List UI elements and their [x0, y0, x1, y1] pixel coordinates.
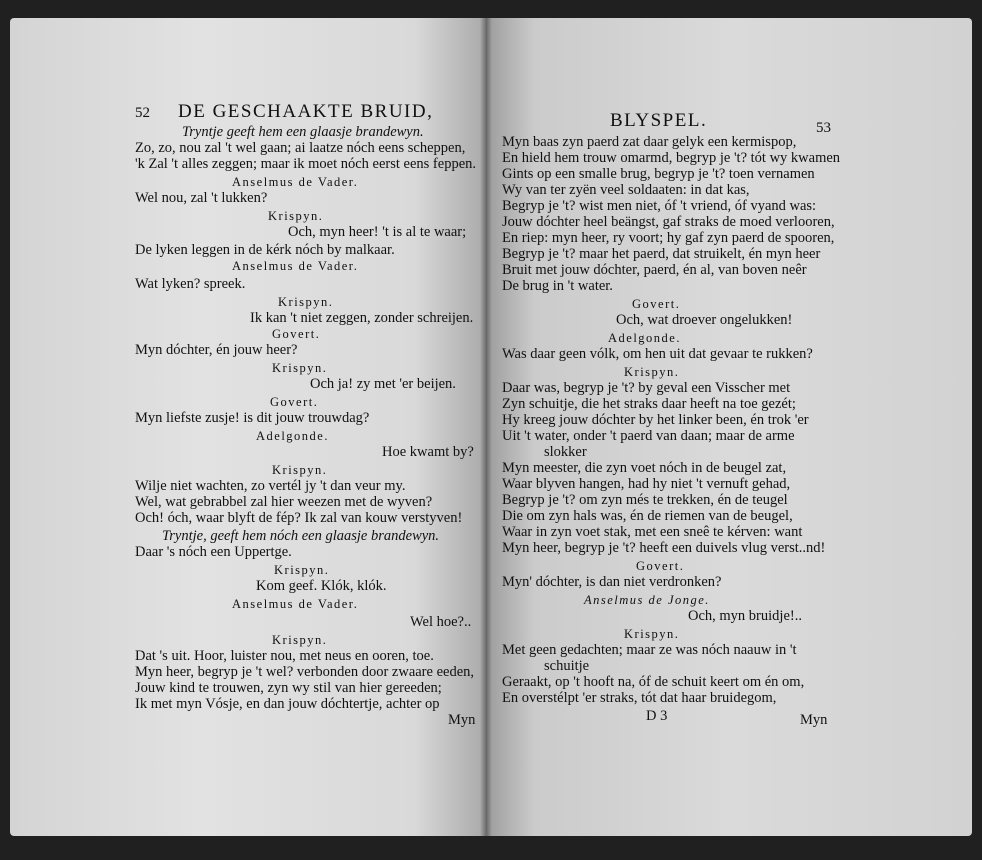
verse-line: Hy kreeg jouw dóchter by het linker been, én trok 'er: [502, 412, 809, 428]
verse-line: En hield hem trouw omarmd, begryp je 't? tót wy kwamen: [502, 150, 841, 166]
verse-line: En riep: myn heer, ry voort; hy gaf zyn paerd de spooren,: [502, 230, 835, 246]
verse-line: Kom geef. Klók, klók.: [256, 578, 387, 594]
book-gutter: [480, 18, 492, 836]
verse-line: Zo, zo, nou zal 't wel gaan; ai laatze nóch eens scheppen,: [135, 140, 466, 156]
verse-line: Ik met myn Vósje, en dan jouw dóchtertje, achter op: [135, 696, 440, 712]
verse-line: Myn liefste zusje! is dit jouw trouwdag?: [135, 410, 370, 426]
speaker-name: Adelgonde.: [608, 331, 681, 345]
verse-line: Myn meester, die zyn voet nóch in de beugel zat,: [502, 460, 787, 476]
verse-line: Dat 's uit. Hoor, luister nou, met neus en ooren, toe.: [135, 648, 434, 664]
verse-line: Och, myn bruidje!..: [688, 608, 802, 624]
speaker-name: Krispyn.: [624, 365, 680, 379]
verse-line: Myn heer, begryp je 't? heeft een duivels vlug verst..nd!: [502, 540, 826, 556]
verse-line: Myn baas zyn paerd zat daar gelyk een kermispop,: [502, 134, 797, 150]
verse-line: De brug in 't water.: [502, 278, 613, 294]
verse-line: Och! óch, waar blyft de fép? Ik zal van kouw verstyven!: [135, 510, 463, 526]
speaker-name: Adelgonde.: [256, 429, 329, 443]
verse-line: Jouw kind te trouwen, zyn wy stil van hier gereeden;: [135, 680, 442, 696]
verse-line: Gints op een smalle brug, begryp je 't? toen vernamen: [502, 166, 815, 182]
speaker-name: Krispyn.: [274, 563, 330, 577]
running-head: DE GESCHAAKTE BRUID,: [178, 101, 434, 122]
verse-line: Myn' dóchter, is dan niet verdronken?: [502, 574, 722, 590]
speaker-name: Govert.: [272, 327, 321, 341]
verse-line: Hoe kwamt by?: [382, 444, 474, 460]
verse-line: Wel hoe?..: [410, 614, 472, 630]
verse-line: Uit 't water, onder 't paerd van daan; maar de arme: [502, 428, 795, 444]
speaker-name: Govert.: [636, 559, 685, 573]
verse-line: Met geen gedachten; maar ze was nóch naauw in 't: [502, 642, 797, 658]
speaker-name: Krispyn.: [272, 463, 328, 477]
left-page: [10, 18, 486, 836]
catchword: Myn: [448, 712, 476, 728]
verse-line: En overstélpt 'er straks, tót dat haar bruidegom,: [502, 690, 777, 706]
verse-line: Jouw dóchter heel beängst, gaf straks de moed verlooren,: [502, 214, 835, 230]
verse-line: Och ja! zy met 'er beijen.: [310, 376, 456, 392]
verse-line: Och, myn heer! 't is al te waar;: [288, 224, 467, 240]
verse-line: Was daar geen vólk, om hen uit dat gevaar te rukken?: [502, 346, 813, 362]
stage-direction: Tryntje geeft hem een glaasje brandewyn.: [182, 124, 424, 140]
verse-line: 'k Zal 't alles zeggen; maar ik moet nóch eerst eens feppen.: [135, 156, 477, 172]
verse-line: schuitje: [544, 658, 590, 674]
verse-line: Myn dóchter, én jouw heer?: [135, 342, 298, 358]
verse-line: Geraakt, op 't hooft na, óf de schuit keert om én om,: [502, 674, 805, 690]
verse-line: Zyn schuitje, die het straks daar heeft na toe gezét;: [502, 396, 796, 412]
verse-line: Ik kan 't niet zeggen, zonder schreijen.: [250, 310, 474, 326]
speaker-name: Govert.: [270, 395, 319, 409]
speaker-name: Krispyn.: [278, 295, 334, 309]
verse-line: De lyken leggen in de kérk nóch by malkaar.: [135, 242, 395, 258]
speaker-name: Govert.: [632, 297, 681, 311]
speaker-name: Krispyn.: [268, 209, 324, 223]
page-number: 53: [816, 120, 831, 136]
verse-line: Begryp je 't? wist men niet, óf 't vriend, óf vyand was:: [502, 198, 817, 214]
verse-line: Wilje niet wachten, zo vertél jy 't dan veur my.: [135, 478, 406, 494]
speaker-name: Anselmus de Vader.: [232, 597, 359, 611]
verse-line: Bruit met jouw dóchter, paerd, én al, van boven neêr: [502, 262, 807, 278]
speaker-name: Krispyn.: [272, 361, 328, 375]
speaker-name: Anselmus de Vader.: [232, 259, 359, 273]
speaker-name: Anselmus de Jonge.: [584, 593, 710, 607]
verse-line: slokker: [544, 444, 587, 460]
verse-line: Daar was, begryp je 't? by geval een Visscher met: [502, 380, 791, 396]
verse-line: Wel nou, zal 't lukken?: [135, 190, 268, 206]
running-head: BLYSPEL.: [610, 110, 708, 131]
verse-line: Die om zyn hals was, én de riemen van de beugel,: [502, 508, 793, 524]
verse-line: Wat lyken? spreek.: [135, 276, 246, 292]
speaker-name: Anselmus de Vader.: [232, 175, 359, 189]
signature-mark: D 3: [646, 708, 668, 724]
verse-line: Begryp je 't? om zyn més te trekken, én de teugel: [502, 492, 788, 508]
verse-line: Waar in zyn voet stak, met een sneê te kérven: want: [502, 524, 803, 540]
verse-line: Waar blyven hangen, had hy niet 't vernuft gehad,: [502, 476, 791, 492]
verse-line: Och, wat droever ongelukken!: [616, 312, 793, 328]
right-page: [486, 18, 972, 836]
verse-line: Daar 's nóch een Uppertge.: [135, 544, 292, 560]
verse-line: Begryp je 't? maar het paerd, dat struikelt, én myn heer: [502, 246, 821, 262]
speaker-name: Krispyn.: [624, 627, 680, 641]
catchword: Myn: [800, 712, 828, 728]
verse-line: Wel, wat gebrabbel zal hier weezen met de wyven?: [135, 494, 433, 510]
verse-line: Myn heer, begryp je 't wel? verbonden door zwaare eeden,: [135, 664, 475, 680]
stage-direction: Tryntje, geeft hem nóch een glaasje brandewyn.: [162, 528, 440, 544]
verse-line: Wy van ter zyën veel soldaaten: in dat kas,: [502, 182, 750, 198]
page-number: 52: [135, 105, 150, 121]
speaker-name: Krispyn.: [272, 633, 328, 647]
